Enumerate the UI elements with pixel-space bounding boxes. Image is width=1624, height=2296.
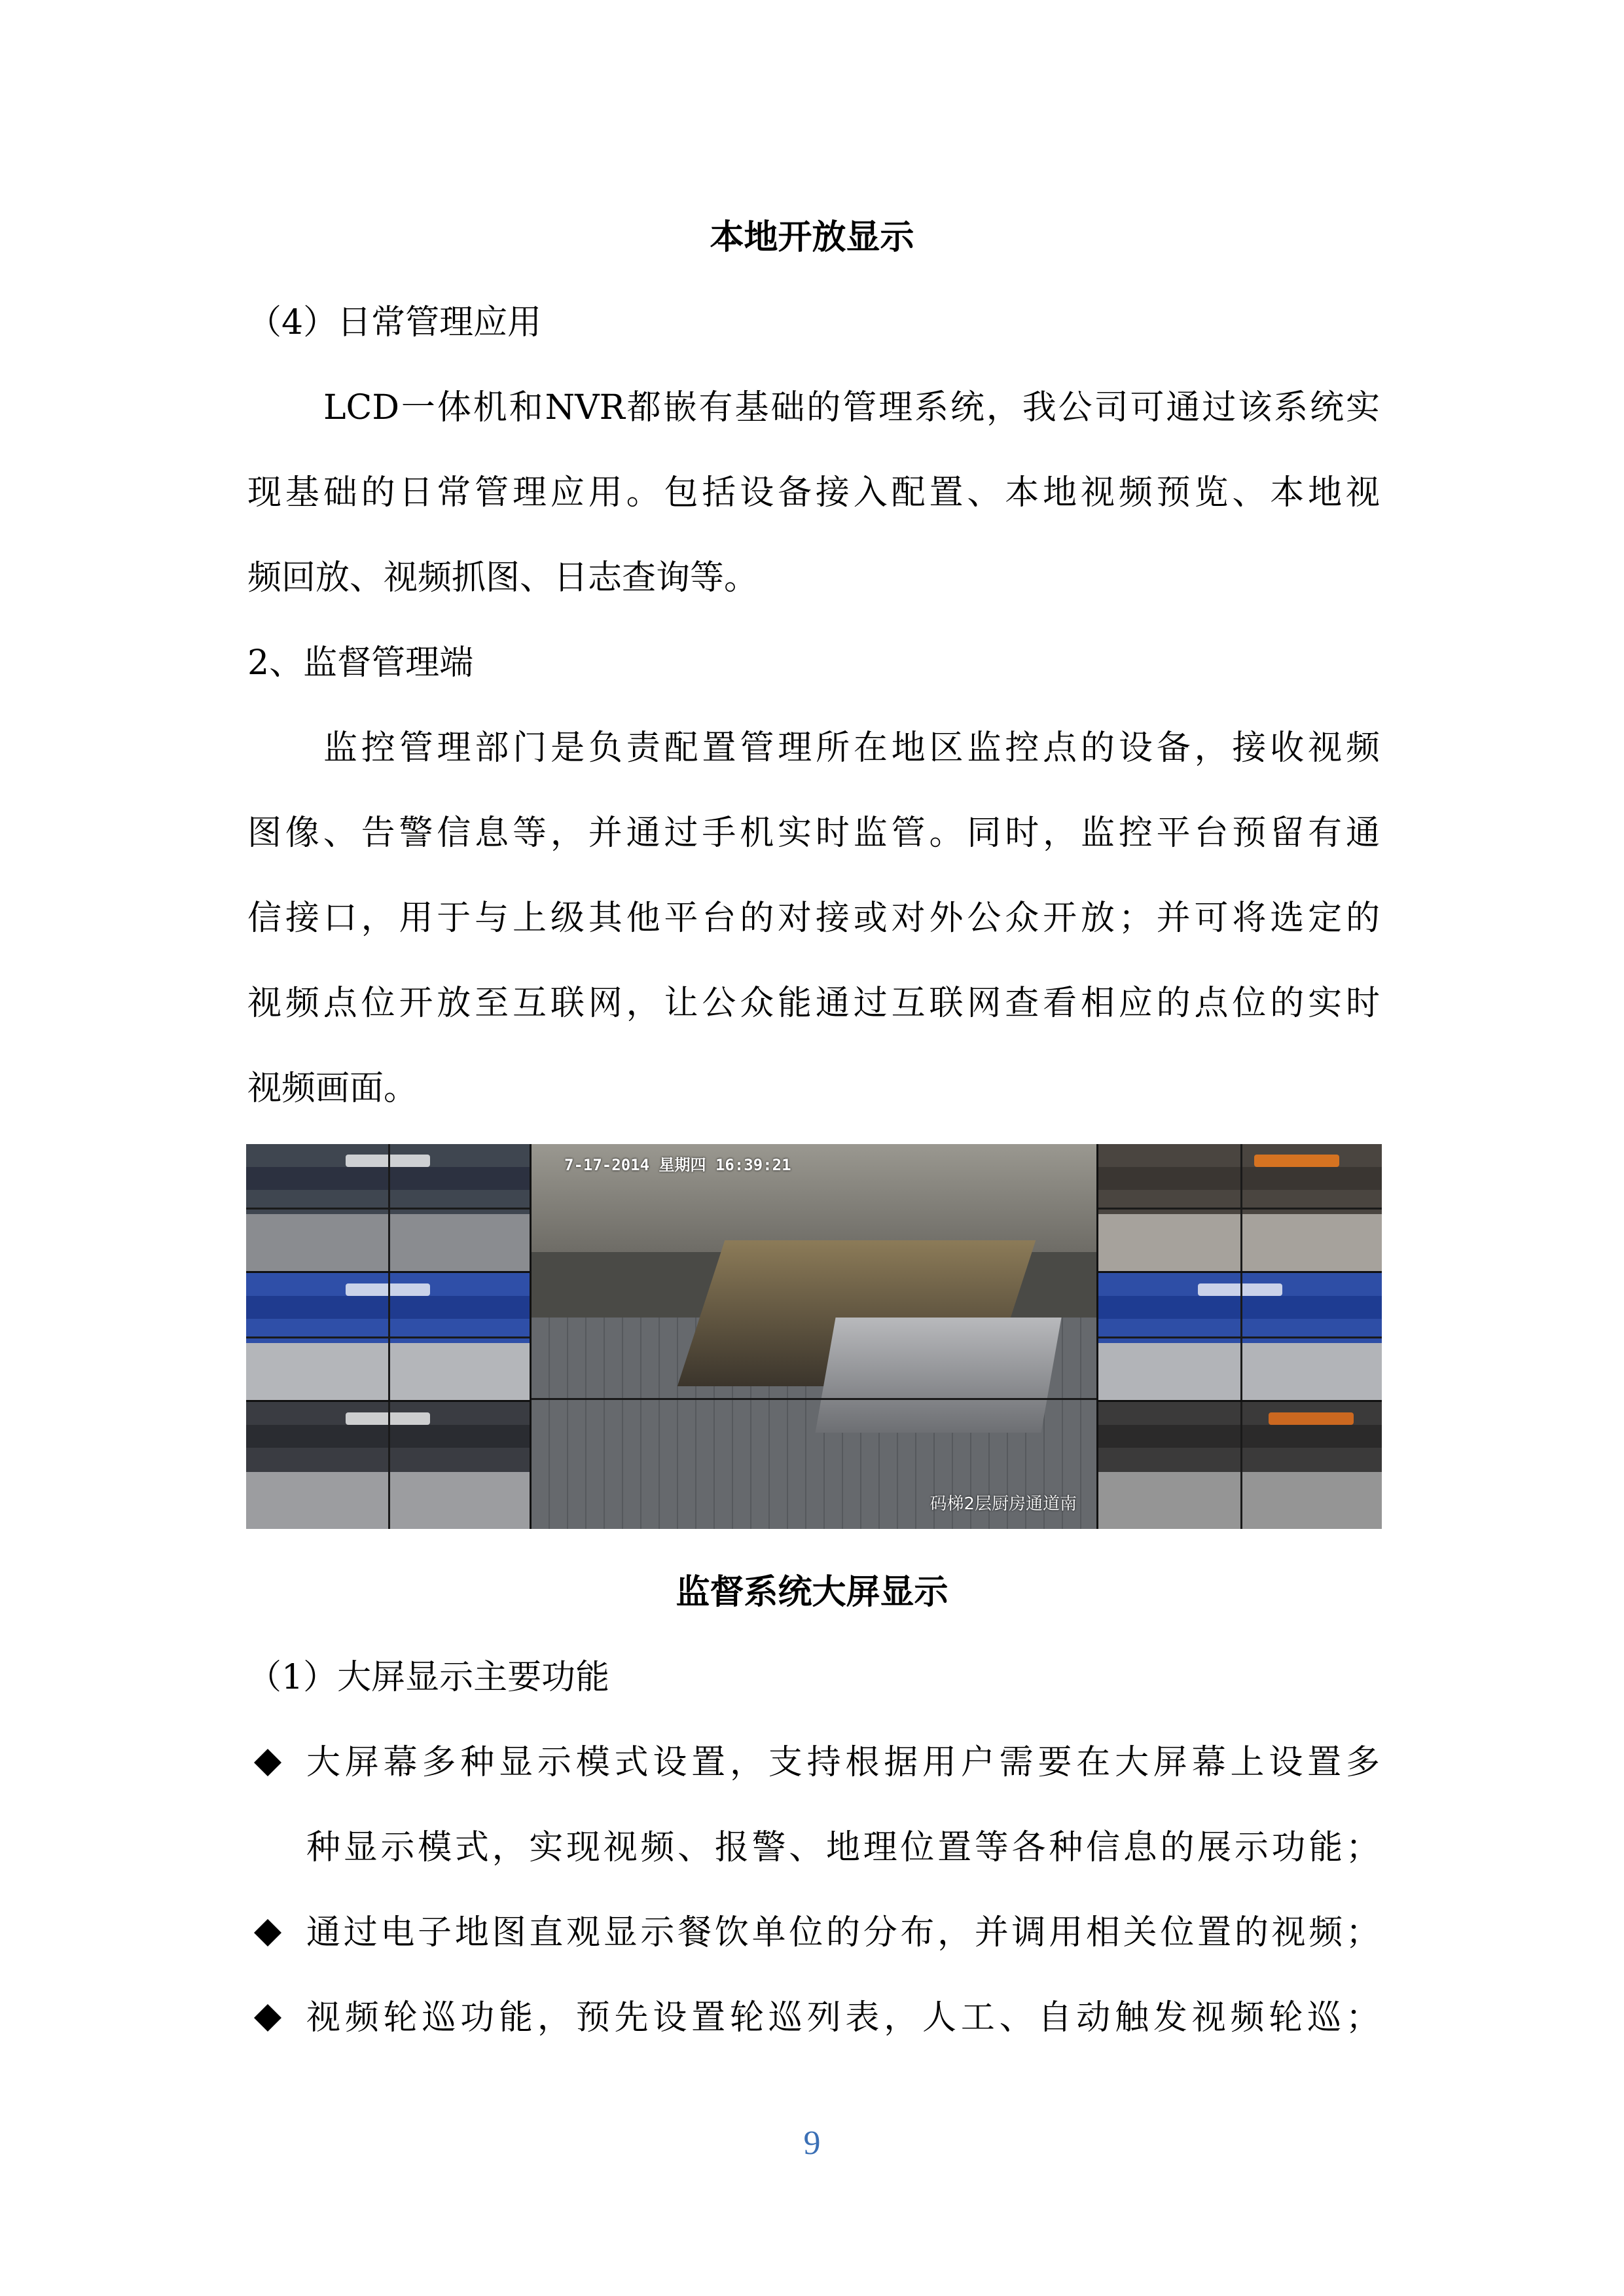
paragraph-line: 监控管理部门是负责配置管理所在地区监控点的设备，接收视频: [323, 728, 1380, 768]
paragraph-line: 现基础的日常管理应用。包括设备接入配置、本地视频预览、本地视: [247, 473, 1380, 512]
bullet-line: 视频轮巡功能，预先设置轮巡列表，人工、自动触发视频轮巡；: [306, 1998, 1380, 2037]
bullet-item: [306, 1740, 1380, 1910]
bullet-item: [306, 1995, 1380, 2041]
camera-feed: [246, 1144, 530, 1271]
subheading-big-screen-functions: （1）大屏显示主要功能: [247, 1658, 610, 1697]
camera-timestamp: 7-17-2014 星期四 16:39:21: [564, 1156, 791, 1174]
caption-supervision-big-screen: 监督系统大屏显示: [676, 1573, 948, 1612]
paragraph-line: LCD一体机和NVR都嵌有基础的管理系统，我公司可通过该系统实: [323, 388, 1380, 427]
paragraph-line: 频回放、视频抓图、日志查询等。: [247, 558, 759, 598]
cctv-video-wall-photo: [246, 1144, 1382, 1529]
camera-location-label: 码梯2层厨房通道南: [929, 1494, 1077, 1514]
bullet-item: [306, 1910, 1380, 1956]
paragraph-line: 视频画面。: [247, 1069, 418, 1108]
bullet-line: 通过电子地图直观显示餐饮单位的分布，并调用相关位置的视频；: [306, 1913, 1380, 1952]
bullet-line: 种显示模式，实现视频、报警、地理位置等各种信息的展示功能；: [306, 1828, 1380, 1867]
camera-feed: [246, 1402, 530, 1529]
paragraph-daily-management: [247, 385, 1380, 640]
camera-feed: [1098, 1273, 1382, 1400]
camera-feed: [1098, 1144, 1382, 1271]
main-kitchen-camera-feed: [532, 1144, 1096, 1529]
caption-local-open-display: 本地开放显示: [710, 218, 914, 257]
camera-feed: [1098, 1402, 1382, 1529]
subheading-supervision-management: 2、监督管理端: [247, 643, 474, 683]
paragraph-line: 信接口，用于与上级其他平台的对接或对外公众开放；并可将选定的: [247, 899, 1380, 938]
diamond-bullet-icon: [254, 1919, 281, 1946]
diamond-bullet-icon: [254, 1749, 281, 1776]
paragraph-line: 图像、告警信息等，并通过手机实时监管。同时，监控平台预留有通: [247, 814, 1380, 853]
bullet-line: 大屏幕多种显示模式设置，支持根据用户需要在大屏幕上设置多: [306, 1743, 1380, 1782]
camera-feed: [246, 1273, 530, 1400]
paragraph-supervision-management: [247, 725, 1380, 1151]
page-number: 9: [803, 2125, 821, 2162]
diamond-bullet-icon: [254, 2004, 281, 2032]
paragraph-line: 视频点位开放至互联网，让公众能通过互联网查看相应的点位的实时: [247, 984, 1380, 1023]
subheading-daily-management: （4）日常管理应用: [247, 303, 542, 342]
